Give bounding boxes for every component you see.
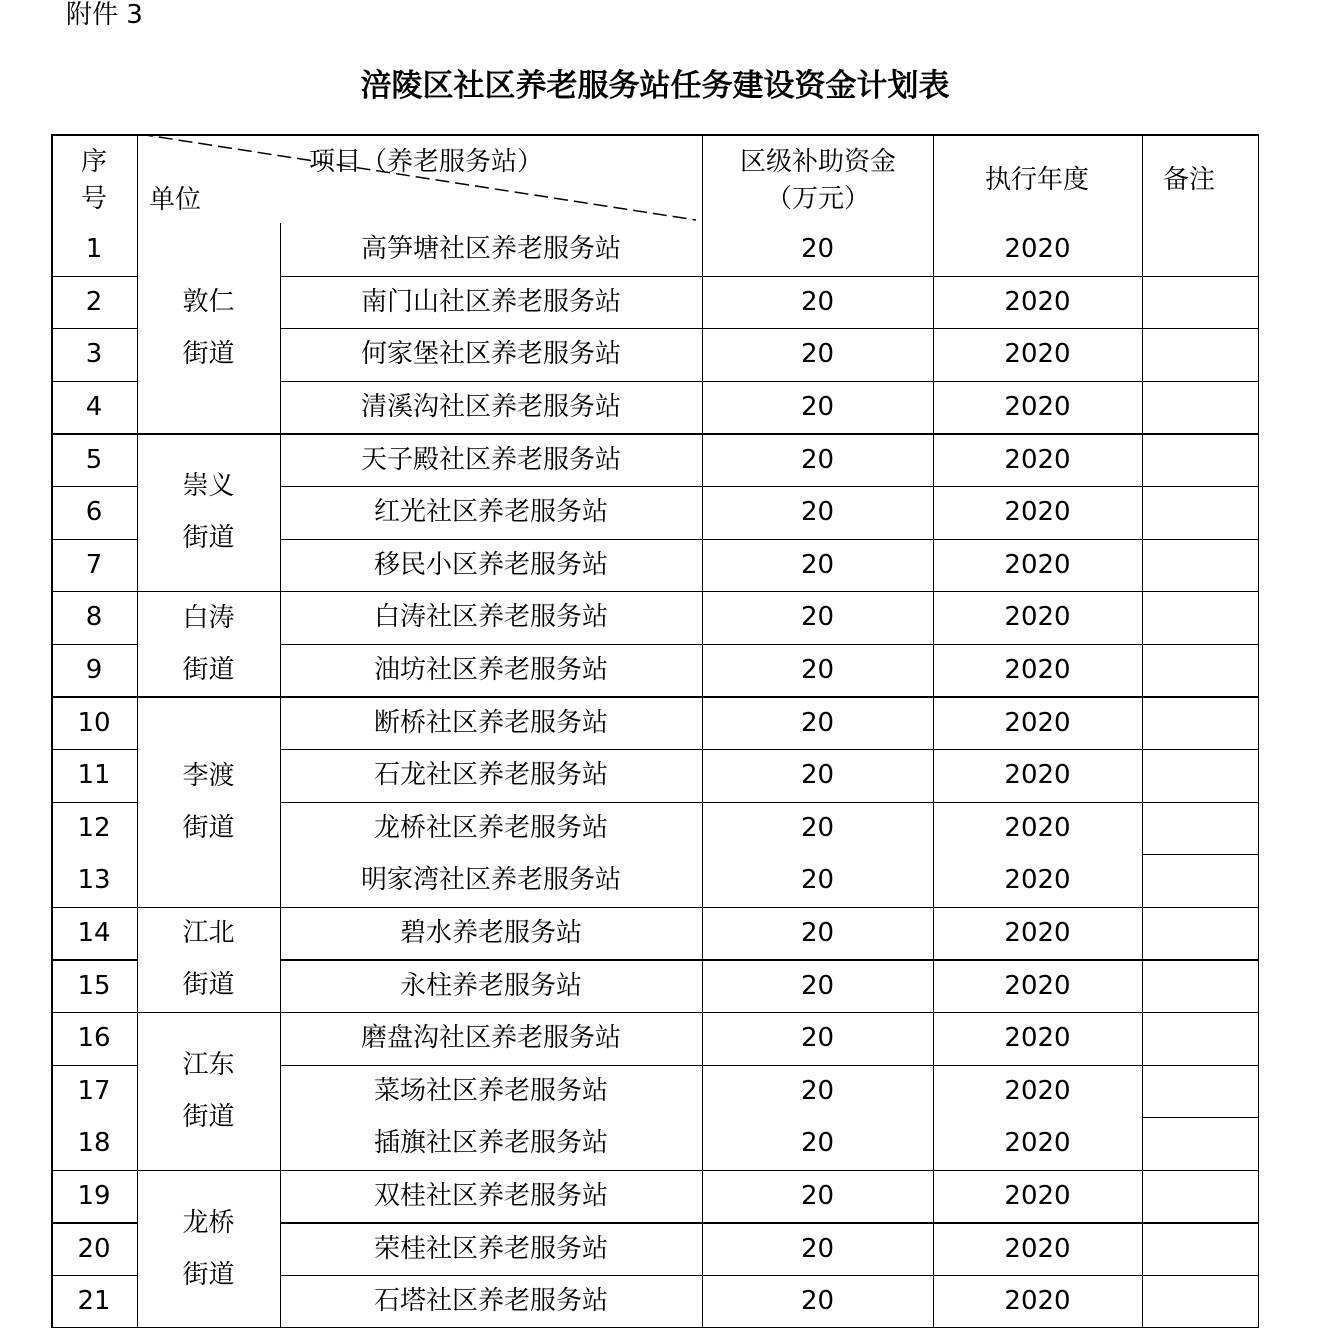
row-year: 2020 [1004, 444, 1071, 475]
row-station-name: 磨盘沟社区养老服务站 [360, 1023, 621, 1054]
row-year: 2020 [1004, 1075, 1071, 1106]
header-seq-line1: 序 [80, 147, 107, 177]
row-station-name: 高笋塘社区养老服务站 [360, 234, 621, 265]
row-funds: 20 [800, 1286, 835, 1317]
row-seq: 8 [85, 602, 103, 633]
header-notes: 备注 [1162, 165, 1215, 195]
row-station-name: 碧水养老服务站 [399, 918, 582, 949]
row-year: 2020 [1004, 918, 1071, 949]
row-station-name: 油坊社区养老服务站 [373, 655, 608, 686]
header-funds-line2: （万元） [765, 184, 870, 214]
header-seq [51, 144, 137, 218]
row-year: 2020 [1004, 970, 1071, 1001]
unit-name-line1: 崇义 [182, 471, 235, 502]
unit-cell [137, 1170, 280, 1328]
row-year: 2020 [1004, 812, 1071, 843]
row-funds: 20 [800, 1233, 835, 1264]
row-notes [1142, 1065, 1259, 1118]
row-seq: 10 [77, 707, 111, 738]
unit-name-line1: 李渡 [182, 760, 235, 791]
header-year: 执行年度 [984, 165, 1089, 195]
table-border-top [51, 134, 1259, 136]
row-seq: 16 [77, 1023, 111, 1054]
unit-cell [137, 591, 280, 696]
row-year: 2020 [1004, 549, 1071, 580]
row-notes [1142, 223, 1259, 276]
row-notes [1142, 1012, 1259, 1065]
row-year: 2020 [1004, 234, 1071, 265]
header-funds [703, 144, 933, 218]
row-seq: 19 [77, 1181, 111, 1212]
unit-name-line2: 街道 [182, 1259, 235, 1290]
row-year: 2020 [1004, 865, 1071, 896]
header-project: 项目（养老服务站） [309, 147, 544, 177]
row-station-name: 菜场社区养老服务站 [373, 1075, 608, 1106]
row-year: 2020 [1004, 1286, 1071, 1317]
unit-cell [137, 1012, 280, 1170]
row-year: 2020 [1004, 392, 1071, 423]
unit-cell [137, 907, 280, 1012]
row-seq: 11 [77, 760, 111, 791]
row-station-name: 白涛社区养老服务站 [373, 602, 608, 633]
unit-name-line2: 街道 [182, 1101, 235, 1132]
row-station-name: 移民小区养老服务站 [373, 549, 608, 580]
row-notes [1142, 1170, 1259, 1223]
unit-name-line2: 街道 [182, 339, 235, 370]
row-funds: 20 [800, 970, 835, 1001]
row-station-name: 石龙社区养老服务站 [373, 760, 608, 791]
row-funds: 20 [800, 234, 835, 265]
row-year: 2020 [1004, 339, 1071, 370]
row-year: 2020 [1004, 1233, 1071, 1264]
row-station-name: 清溪沟社区养老服务站 [360, 392, 621, 423]
row-notes [1142, 1117, 1259, 1170]
plan-table [51, 134, 1259, 1328]
unit-name-line1: 江东 [182, 1049, 235, 1080]
unit-name-line1: 敦仁 [182, 287, 235, 318]
row-station-name: 石塔社区养老服务站 [373, 1286, 608, 1317]
row-station-name: 双桂社区养老服务站 [373, 1181, 608, 1212]
row-year: 2020 [1004, 497, 1071, 528]
row-seq: 9 [85, 655, 103, 686]
unit-name-line1: 江北 [182, 918, 235, 949]
row-funds: 20 [800, 286, 835, 317]
row-seq: 4 [85, 392, 103, 423]
row-notes [1142, 802, 1259, 855]
row-funds: 20 [800, 655, 835, 686]
row-seq: 15 [77, 970, 111, 1001]
row-seq: 18 [77, 1128, 111, 1159]
header-funds-line1: 区级补助资金 [739, 147, 896, 177]
unit-cell [137, 696, 280, 906]
row-notes [1142, 381, 1259, 434]
unit-name-line1: 白涛 [182, 602, 235, 633]
row-notes [1142, 644, 1259, 697]
row-seq: 21 [77, 1286, 111, 1317]
row-year: 2020 [1004, 1181, 1071, 1212]
row-notes [1142, 433, 1259, 486]
row-funds: 20 [800, 865, 835, 896]
row-funds: 20 [800, 812, 835, 843]
row-seq: 17 [77, 1075, 111, 1106]
row-notes [1142, 328, 1259, 381]
row-notes [1142, 1222, 1259, 1275]
row-notes [1142, 1275, 1259, 1328]
row-year: 2020 [1004, 1023, 1071, 1054]
row-notes [1142, 591, 1259, 644]
row-funds: 20 [800, 392, 835, 423]
row-seq: 1 [85, 234, 103, 265]
row-notes [1142, 749, 1259, 802]
row-station-name: 天子殿社区养老服务站 [360, 444, 621, 475]
row-funds: 20 [800, 549, 835, 580]
row-year: 2020 [1004, 1128, 1071, 1159]
row-station-name: 何家堡社区养老服务站 [360, 339, 621, 370]
row-seq: 3 [85, 339, 103, 370]
unit-cell [137, 223, 280, 433]
row-station-name: 南门山社区养老服务站 [360, 286, 621, 317]
row-notes [1142, 539, 1259, 592]
unit-name-line2: 街道 [182, 523, 235, 554]
row-notes [1142, 907, 1259, 960]
row-funds: 20 [800, 1075, 835, 1106]
row-funds: 20 [800, 918, 835, 949]
row-seq: 14 [77, 918, 111, 949]
row-funds: 20 [800, 444, 835, 475]
unit-name-line1: 龙桥 [182, 1207, 235, 1238]
unit-name-line2: 街道 [182, 970, 235, 1001]
table-grid [51, 134, 1259, 1328]
row-station-name: 红光社区养老服务站 [373, 497, 608, 528]
row-funds: 20 [800, 497, 835, 528]
row-notes [1142, 276, 1259, 329]
row-funds: 20 [800, 760, 835, 791]
row-funds: 20 [800, 339, 835, 370]
header-unit: 单位 [149, 185, 202, 215]
row-year: 2020 [1004, 760, 1071, 791]
row-year: 2020 [1004, 655, 1071, 686]
unit-cell [137, 433, 280, 591]
row-station-name: 荣桂社区养老服务站 [373, 1233, 608, 1264]
unit-name-line2: 街道 [182, 812, 235, 843]
row-year: 2020 [1004, 602, 1071, 633]
document-title: 涪陵区社区养老服务站任务建设资金计划表 [360, 68, 950, 104]
row-seq: 5 [85, 444, 103, 475]
attachment-label: 附件 3 [66, 0, 143, 30]
row-seq: 6 [85, 497, 103, 528]
row-year: 2020 [1004, 707, 1071, 738]
row-seq: 12 [77, 812, 111, 843]
unit-name-line2: 街道 [182, 654, 235, 685]
row-notes [1142, 696, 1259, 749]
row-seq: 20 [77, 1233, 111, 1264]
row-seq: 7 [85, 549, 103, 580]
row-notes [1142, 486, 1259, 539]
header-seq-line2: 号 [80, 184, 107, 214]
row-funds: 20 [800, 1128, 835, 1159]
row-seq: 2 [85, 286, 103, 317]
row-year: 2020 [1004, 286, 1071, 317]
row-notes [1142, 959, 1259, 1012]
row-funds: 20 [800, 1181, 835, 1212]
row-station-name: 插旗社区养老服务站 [373, 1128, 608, 1159]
row-funds: 20 [800, 707, 835, 738]
row-station-name: 断桥社区养老服务站 [373, 707, 608, 738]
row-funds: 20 [800, 602, 835, 633]
row-station-name: 明家湾社区养老服务站 [360, 865, 621, 896]
row-funds: 20 [800, 1023, 835, 1054]
row-station-name: 龙桥社区养老服务站 [373, 812, 608, 843]
row-station-name: 永柱养老服务站 [399, 970, 582, 1001]
row-seq: 13 [77, 865, 111, 896]
row-notes [1142, 854, 1259, 907]
